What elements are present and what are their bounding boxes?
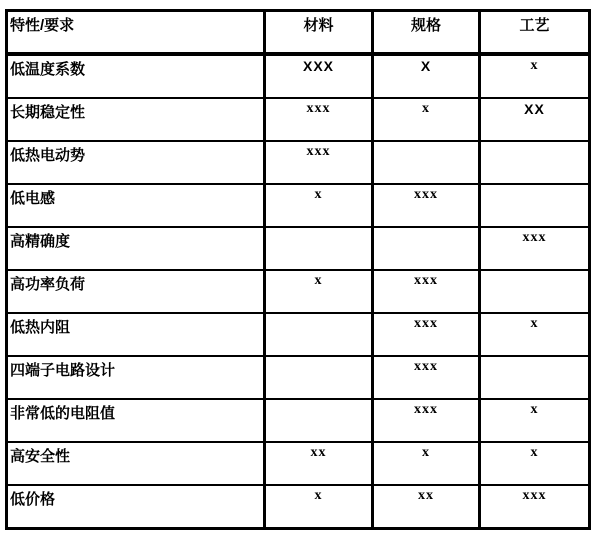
rating-cell-material [265, 313, 373, 356]
rating-cell-process: XX [480, 98, 590, 141]
table-row [7, 184, 590, 227]
row-label: 高功率负荷 [7, 270, 265, 313]
column-header-spec: 规格 [373, 11, 480, 55]
rating-cell-process: x [480, 442, 590, 485]
row-label: 高安全性 [7, 442, 265, 485]
rating-cell-material: x [265, 485, 373, 529]
rating-cell-material: XXX [265, 54, 373, 98]
row-label: 高精确度 [7, 227, 265, 270]
rating-cell-process: x [480, 54, 590, 98]
rating-cell-spec [373, 141, 480, 184]
row-label: 低电感 [7, 184, 265, 227]
rating-cell-material: x [265, 270, 373, 313]
table-row [7, 313, 590, 356]
row-label: 四端子电路设计 [7, 356, 265, 399]
table-row [7, 227, 590, 270]
column-header-feature: 特性/要求 [7, 11, 265, 55]
table-row [7, 485, 590, 529]
rating-cell-process: xxx [480, 485, 590, 529]
rating-cell-material: x [265, 184, 373, 227]
rating-cell-spec: xxx [373, 356, 480, 399]
rating-cell-process: xxx [480, 227, 590, 270]
rating-cell-material [265, 356, 373, 399]
rating-cell-spec: x [373, 98, 480, 141]
table-row [7, 442, 590, 485]
rating-cell-spec: xxx [373, 270, 480, 313]
row-label: 低价格 [7, 485, 265, 529]
column-header-material: 材料 [265, 11, 373, 55]
column-header-process: 工艺 [480, 11, 590, 55]
rating-cell-spec: x [373, 442, 480, 485]
table-row [7, 98, 590, 141]
rating-cell-material [265, 399, 373, 442]
rating-cell-process [480, 184, 590, 227]
table-row [7, 54, 590, 98]
rating-cell-material: xxx [265, 98, 373, 141]
requirements-matrix-table [5, 9, 591, 530]
rating-cell-process [480, 270, 590, 313]
header-row [7, 11, 590, 55]
row-label: 低温度系数 [7, 54, 265, 98]
rating-cell-spec: xx [373, 485, 480, 529]
rating-cell-material [265, 227, 373, 270]
row-label: 低热内阻 [7, 313, 265, 356]
table-row [7, 399, 590, 442]
rating-cell-process: x [480, 313, 590, 356]
rating-cell-material: xxx [265, 141, 373, 184]
rating-cell-spec: xxx [373, 184, 480, 227]
rating-cell-process [480, 356, 590, 399]
rating-cell-process: x [480, 399, 590, 442]
rating-cell-spec: xxx [373, 313, 480, 356]
rating-cell-spec: X [373, 54, 480, 98]
rating-cell-spec [373, 227, 480, 270]
row-label: 低热电动势 [7, 141, 265, 184]
row-label: 非常低的电阻值 [7, 399, 265, 442]
table-row [7, 356, 590, 399]
row-label: 长期稳定性 [7, 98, 265, 141]
rating-cell-process [480, 141, 590, 184]
table-row [7, 141, 590, 184]
rating-cell-material: xx [265, 442, 373, 485]
rating-cell-spec: xxx [373, 399, 480, 442]
table-row [7, 270, 590, 313]
